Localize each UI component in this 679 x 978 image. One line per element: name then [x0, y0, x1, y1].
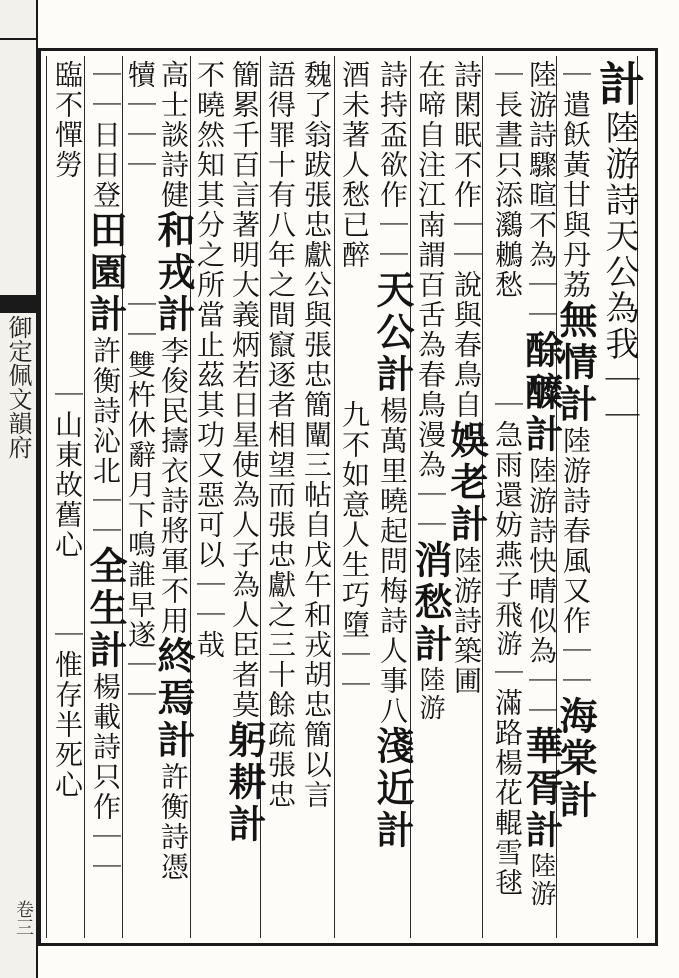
text-column-4	[370, 60, 415, 930]
page-number: 卷三	[13, 900, 34, 936]
entry-heading: 田園計	[83, 210, 128, 336]
text-column-8b	[50, 60, 84, 930]
entry-text: 臨不憚勞	[51, 60, 84, 180]
entry-heading: 消愁計	[408, 540, 453, 666]
entry-text: 陸游詩天公為我｜｜	[599, 110, 639, 434]
text-column-8	[83, 60, 128, 930]
entry-text: ｜山東故舊心	[51, 380, 84, 560]
side-margin	[0, 0, 38, 978]
text-column-7b	[124, 60, 156, 930]
entry-text: 漫為｜｜	[414, 420, 447, 540]
book-side-title: 御定佩文韻府	[4, 315, 32, 459]
entry-heading: 終焉計	[151, 636, 196, 762]
entry-text: 楊載詩只作｜｜	[89, 672, 122, 882]
entry-text: ｜長晝只添鸂鶒愁	[491, 60, 524, 300]
text-column-2	[519, 60, 564, 930]
column-rule	[334, 56, 335, 938]
entry-text: 不曉然知其分之所當止茲其功又惡可以｜｜哉	[193, 60, 226, 660]
column-rule	[190, 56, 191, 938]
entry-note: 陸游	[415, 666, 445, 722]
text-column-3b	[408, 60, 453, 930]
entry-text: 李俊民擣衣詩將軍不用	[157, 336, 190, 636]
column-rule	[84, 56, 85, 938]
text-column-3	[444, 60, 489, 930]
entry-text: 許衡詩沁北｜｜	[89, 336, 122, 546]
text-column-6	[222, 60, 267, 930]
entry-text: 魏了翁跋張忠獻公與張忠簡闡三帖自戊午和戎胡忠簡以言	[300, 60, 333, 810]
text-column-4b	[336, 60, 372, 930]
entry-text: 酒未著人愁已醉	[338, 60, 371, 270]
text-column-2b	[490, 60, 524, 930]
column-rule	[122, 56, 123, 938]
entry-heading: 天公計	[370, 270, 415, 396]
hidden-extra: ｜滿路楊花輥雪毬	[491, 658, 524, 898]
entry-text: 語得罪十有八年之間竄逐者相望而張忠獻之三十餘疏張忠	[264, 60, 297, 810]
text-column-5	[298, 60, 334, 930]
entry-text: 詩持盃欲作｜｜	[376, 60, 409, 270]
entry-heading: 淺近計	[370, 726, 415, 852]
entry-heading: 華胥計	[519, 726, 564, 852]
entry-heading: 無情計	[553, 300, 598, 426]
entry-text: 陸游詩快晴似為｜｜	[525, 456, 558, 726]
entry-note: 陸游	[526, 852, 556, 908]
entry-heading: 躬耕計	[222, 720, 267, 846]
entry-text: 在啼自注江南謂百舌為春鳥	[414, 60, 447, 420]
entry-text: 高士談詩健	[157, 60, 190, 210]
text-column-5b	[262, 60, 298, 930]
entry-text: 詩閑眠不作｜｜說與春鳥自	[450, 60, 483, 420]
entry-heading: 娛老計	[444, 420, 489, 546]
entry-text: 誰早遂｜｜	[124, 560, 157, 710]
entry-text: 九不如意人生巧墮｜｜	[338, 400, 371, 700]
entry-heading: 海棠計	[553, 696, 598, 822]
entry-heading: 和戎計	[151, 210, 196, 336]
entry-text: ｜｜雙杵休辭月下鳴	[124, 290, 157, 560]
entry-text: ｜惟存半死心	[51, 620, 84, 800]
entry-text: ｜｜日日登	[89, 60, 122, 210]
fishtail-mark	[0, 295, 38, 313]
entry-text: 簡累千百言著明大義炳若日星使為人子為人臣者莫	[228, 60, 261, 720]
text-column-6b	[192, 60, 226, 930]
entry-heading: 酴醾計	[519, 330, 564, 456]
entry-heading: 計	[592, 60, 646, 110]
entry-text: 犢｜｜｜	[124, 60, 157, 180]
entry-text: ｜急雨還妨燕子飛	[491, 390, 524, 630]
text-column-1	[590, 60, 650, 930]
entry-text: 陸游詩春風又作｜｜	[559, 426, 592, 696]
text-column-7	[151, 60, 196, 930]
entry-heading: 全生計	[83, 546, 128, 672]
entry-text: ｜遣飫黃甘與丹荔	[559, 60, 592, 300]
entry-text: 陸游詩驟暄不為｜｜	[525, 60, 558, 330]
entry-text: 陸游詩築圃	[450, 546, 483, 696]
entry-text: 楊萬里曉起問梅詩人事八	[376, 396, 409, 726]
margin-rule-top	[0, 38, 38, 40]
entry-text: 許衡詩憑	[157, 762, 190, 882]
entry-note: 游	[492, 630, 522, 658]
